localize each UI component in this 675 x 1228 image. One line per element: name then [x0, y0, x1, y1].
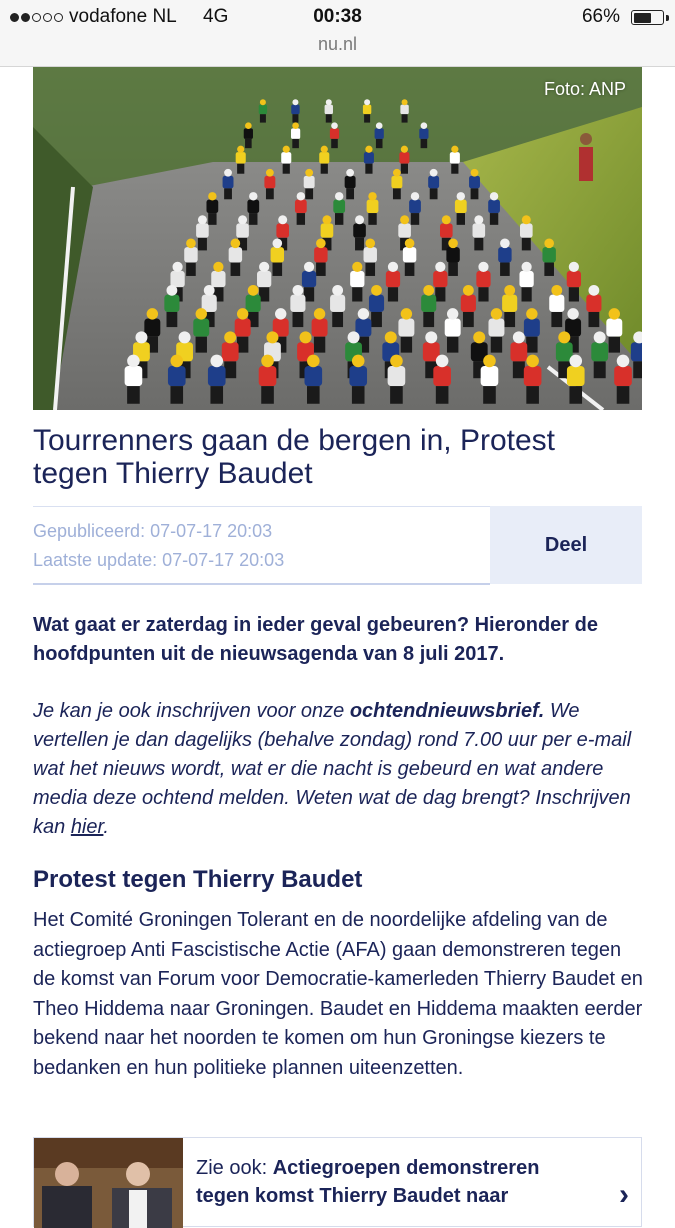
article-hero-image[interactable]	[33, 67, 642, 410]
newsletter-promo	[33, 697, 643, 842]
article-intro: Wat gaat er zaterdag in ieder geval gebeuren? Hieronder de hoofdpunten uit de nieuwsagenda van 8 juli 2017.	[33, 614, 598, 665]
updated-date: Laatste update: 07-07-17 20:03	[33, 550, 285, 570]
published-date: Gepubliceerd: 07-07-17 20:03	[33, 521, 273, 541]
url-bar[interactable]: nu.nl	[317, 34, 358, 54]
section-title: Protest tegen Thierry Baudet	[33, 866, 363, 893]
newsletter-name: ochtendnieuwsbrief.	[349, 700, 545, 722]
related-article-card[interactable]	[33, 1137, 642, 1227]
share-button[interactable]: Deel	[490, 506, 642, 584]
newsletter-signup-link[interactable]: hier	[70, 816, 104, 838]
battery-icon	[631, 10, 664, 25]
status-bar	[0, 0, 675, 67]
newsletter-text-1: Je kan je ook inschrijven voor onze	[33, 700, 350, 722]
publication-dates	[33, 506, 490, 585]
related-prefix: Zie ook:	[196, 1157, 273, 1179]
related-title: Actiegroepen demonstreren tegen komst Thierry Baudet naar	[196, 1157, 540, 1207]
photo-credit: Foto: ANP	[543, 79, 626, 99]
article-headline: Tourrenners gaan de bergen in, Protest tegen Thierry Baudet	[33, 424, 555, 490]
carrier-name: vodafone NL	[69, 6, 177, 27]
cycling-peloton-photo	[33, 67, 642, 410]
battery-cap	[666, 15, 669, 21]
article-meta	[33, 506, 642, 584]
battery-percentage: 66%	[581, 6, 620, 27]
clock: 00:38	[313, 6, 362, 27]
section-body: Het Comité Groningen Tolerant en de noordelijke afdeling van de actiegroep Anti Fascistische Actie (AFA) gaan demonstreren tegen de komst van Forum voor Democratie-kamerleden Thierry Baudet en Theo Hiddema naar Groningen. Baudet en Hiddema maakten eerder bekend naar het noorden te komen om hun Groningse kiezers te bedanken en hun politieke plannen uiteenzetten.	[33, 909, 643, 1079]
newsletter-text-3: .	[103, 816, 109, 838]
chevron-right-icon: ›	[619, 1178, 629, 1211]
network-type: 4G	[203, 6, 229, 27]
related-article-text	[196, 1154, 596, 1210]
newsletter-text-2: We vertellen je dan dagelijks (behalve zondag) rond 7.00 uur per e-mail wat het nieuws wordt, wat er die nacht is gebeurd en wat andere media deze ochtend melden. Weten wat de dag brengt? Inschrijven kan	[33, 700, 632, 838]
related-article-thumbnail	[34, 1138, 183, 1228]
